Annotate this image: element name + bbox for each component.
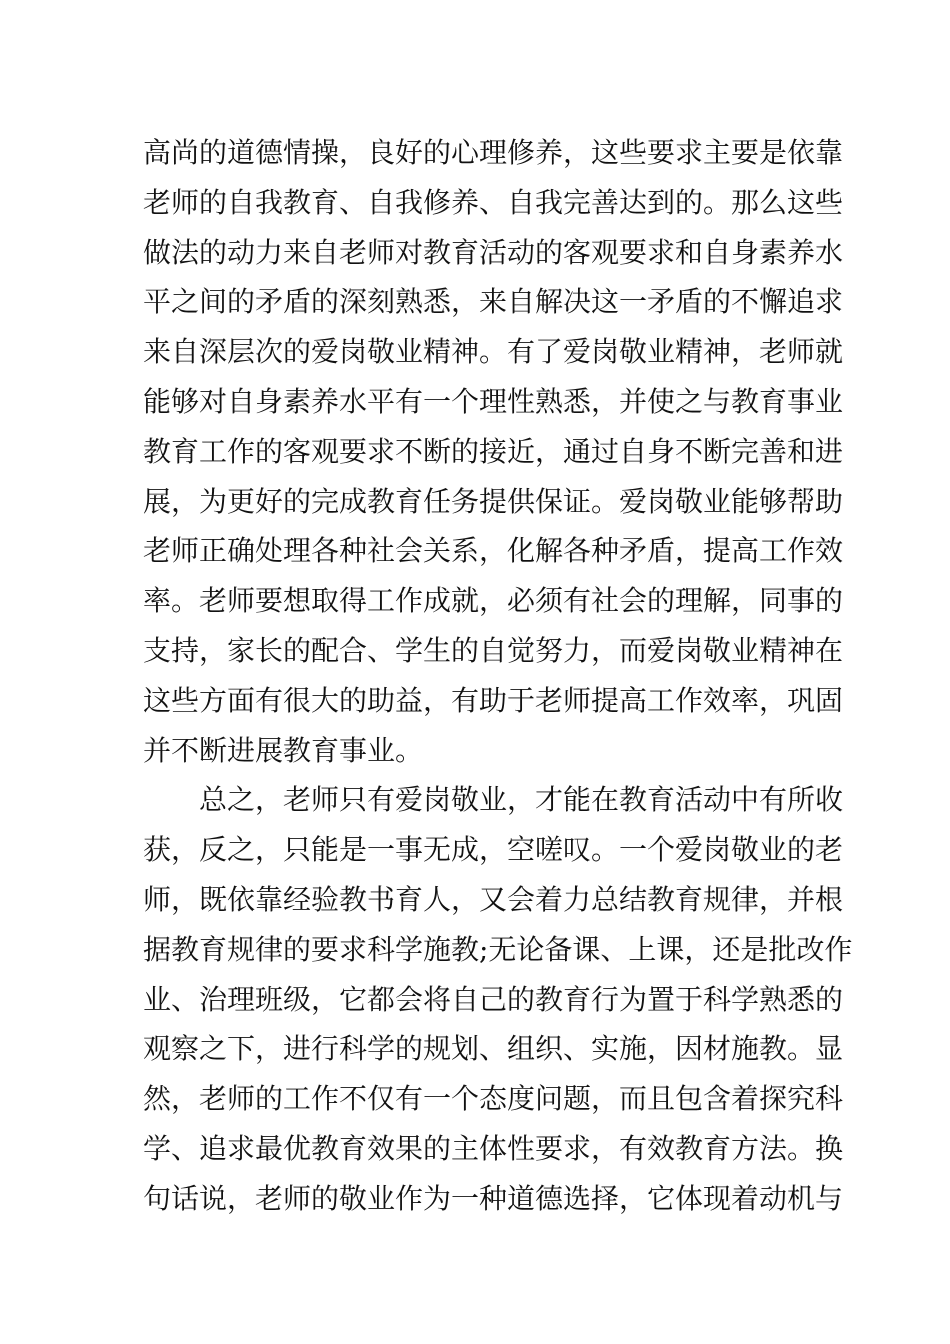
text-line: 观察之下，进行科学的规划、组织、实施，因材施教。显	[143, 1032, 844, 1066]
text-line: 这些方面有很大的助益，有助于老师提高工作效率，巩固	[143, 683, 844, 717]
text-line: 老师的自我教育、自我修养、自我完善达到的。那么这些	[143, 185, 844, 219]
text-line: 业、治理班级，它都会将自己的教育行为置于科学熟悉的	[143, 982, 844, 1016]
text-line-first: 总之，老师只有爱岗敬业，才能在教育活动中有所收	[199, 783, 844, 817]
text-line: 能够对自身素养水平有一个理性熟悉，并使之与教育事业	[143, 384, 844, 418]
paragraph-1	[143, 128, 844, 775]
text-line: 老师正确处理各种社会关系，化解各种矛盾，提高工作效	[143, 534, 844, 568]
text-line: 率。老师要想取得工作成就，必须有社会的理解，同事的	[143, 584, 844, 618]
text-line-last: 并不断进展教育事业。	[143, 733, 424, 767]
text-line: 然，老师的工作不仅有一个态度问题，而且包含着探究科	[143, 1082, 844, 1116]
text-line: 获，反之，只能是一事无成，空嗟叹。一个爱岗敬业的老	[143, 833, 844, 867]
text-line: 来自深层次的爱岗敬业精神。有了爱岗敬业精神，老师就	[143, 335, 844, 369]
document-body	[143, 128, 853, 1224]
text-line: 做法的动力来自老师对教育活动的客观要求和自身素养水	[143, 235, 844, 269]
paragraph-2	[143, 775, 853, 1223]
text-line: 支持，家长的配合、学生的自觉努力，而爱岗敬业精神在	[143, 633, 844, 667]
text-line: 展，为更好的完成教育任务提供保证。爱岗敬业能够帮助	[143, 484, 844, 518]
text-line: 高尚的道德情操，良好的心理修养，这些要求主要是依靠	[143, 136, 844, 169]
text-line: 师，既依靠经验教书育人，又会着力总结教育规律，并根	[143, 882, 844, 916]
text-line: 据教育规律的要求科学施教;无论备课、上课，还是批改作	[143, 932, 853, 966]
text-line: 教育工作的客观要求不断的接近，通过自身不断完善和进	[143, 434, 844, 468]
text-line: 平之间的矛盾的深刻熟悉，来自解决这一矛盾的不懈追求	[143, 285, 844, 319]
text-line: 句话说，老师的敬业作为一种道德选择，它体现着动机与	[143, 1181, 844, 1215]
text-line: 学、追求最优教育效果的主体性要求，有效教育方法。换	[143, 1131, 844, 1165]
